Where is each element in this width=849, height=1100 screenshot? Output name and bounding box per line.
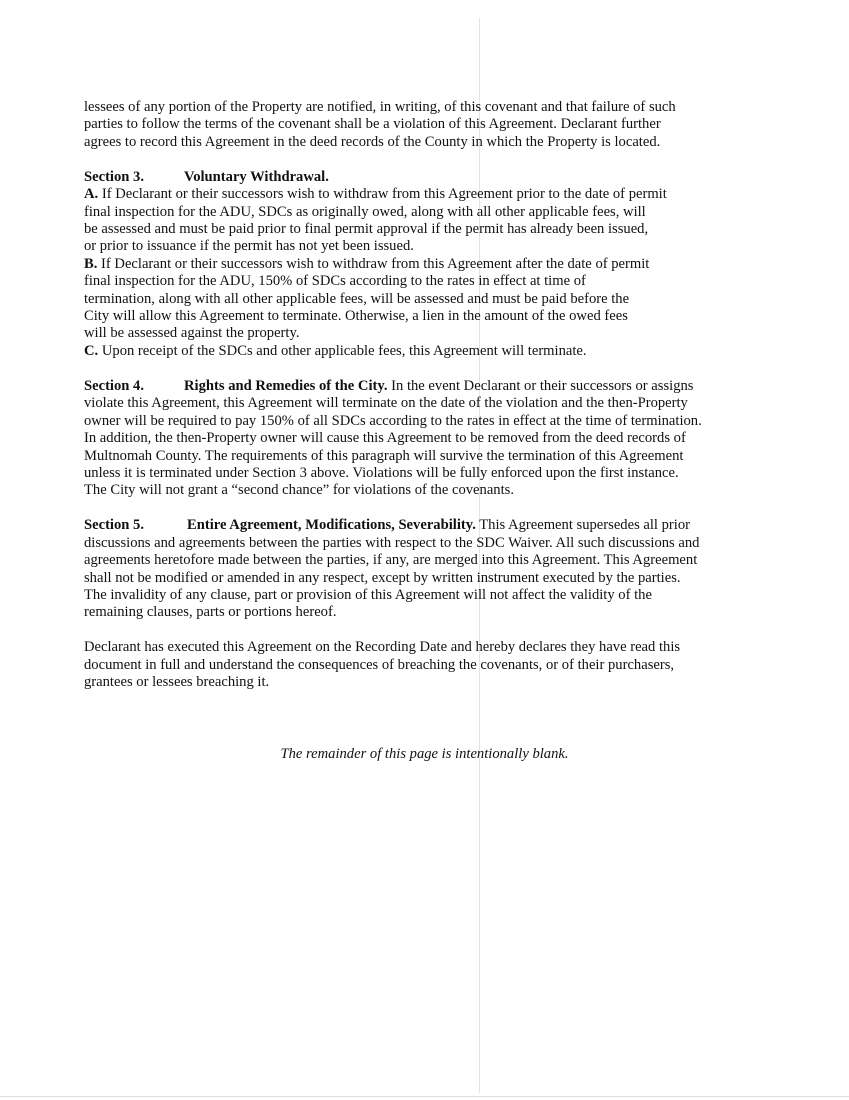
scan-bottom-edge	[0, 1096, 849, 1097]
item-letter-c: C.	[84, 342, 99, 359]
section-5-title: Entire Agreement, Modifications, Severability.	[187, 517, 476, 534]
section-4-line: unless it is terminated under Section 3 above. Violations will be fully enforced upon the first instance.	[84, 464, 679, 481]
section-5-line: shall not be modified or amended in any respect, except by written instrument executed by the parties.	[84, 569, 681, 586]
section-3-title: Voluntary Withdrawal.	[184, 168, 329, 185]
section-3-item-a-first-line	[84, 186, 736, 203]
section-5-first-line	[84, 517, 736, 534]
item-b-text: If Declarant or their successors wish to withdraw from this Agreement after the date of permit	[97, 255, 650, 272]
item-a-line: or prior to issuance if the permit has not yet been issued.	[84, 238, 414, 255]
declaration-line: Declarant has executed this Agreement on the Recording Date and hereby declares they have read this	[84, 639, 681, 656]
intro-line: lessees of any portion of the Property are notified, in writing, of this covenant and that failure of such	[84, 99, 676, 115]
section-4-intro-text: In the event Declarant or their successors or assigns	[387, 377, 694, 394]
section-5-number: Section 5.	[84, 517, 144, 534]
section-3	[84, 169, 736, 360]
item-letter-a: A.	[84, 186, 99, 203]
section-4-line: Multnomah County. The requirements of this paragraph will survive the termination of this Agreement	[84, 447, 684, 464]
section-4-line: The City will not grant a “second chance” for violations of the covenants.	[84, 482, 514, 499]
declaration-paragraph	[84, 639, 736, 691]
section-5	[84, 517, 736, 621]
intro-line: agrees to record this Agreement in the deed records of the County in which the Property is located.	[84, 133, 661, 150]
intro-line: parties to follow the terms of the covenant shall be a violation of this Agreement. Declarant further	[84, 116, 661, 133]
section-3-item-b-first-line	[84, 256, 736, 273]
section-5-intro-text: This Agreement supersedes all prior	[475, 517, 690, 534]
section-4-line: In addition, the then-Property owner will cause this Agreement to be removed from the deed records of	[84, 430, 686, 447]
declaration-line: document in full and understand the consequences of breaching the covenants, or of their purchasers,	[84, 656, 675, 673]
section-5-line: agreements heretofore made between the parties, if any, are merged into this Agreement. This Agreement	[84, 552, 698, 569]
section-3-heading	[84, 169, 736, 186]
remainder-blank-note: The remainder of this page is intentionally blank.	[280, 746, 569, 762]
section-3-number: Section 3.	[84, 168, 144, 185]
section-4-first-line	[84, 378, 736, 395]
item-b-line: City will allow this Agreement to terminate. Otherwise, a lien in the amount of the owed fees	[84, 308, 628, 325]
section-4	[84, 378, 736, 500]
item-b-line: final inspection for the ADU, 150% of SDCs according to the rates in effect at time of	[84, 273, 586, 290]
section-4-line: owner will be required to pay 150% of all SDCs according to the rates in effect at the time of termination.	[84, 412, 702, 429]
item-c-text: Upon receipt of the SDCs and other applicable fees, this Agreement will terminate.	[98, 342, 587, 359]
document-body	[84, 99, 736, 692]
section-5-line: discussions and agreements between the parties with respect to the SDC Waiver. All such discussions and	[84, 534, 700, 551]
section-4-number: Section 4.	[84, 377, 144, 394]
item-a-line: be assessed and must be paid prior to final permit approval if the permit has already been issued,	[84, 221, 649, 238]
item-a-line: final inspection for the ADU, SDCs as originally owed, along with all other applicable fees, will	[84, 203, 646, 220]
intro-paragraph	[84, 99, 736, 151]
section-5-line: The invalidity of any clause, part or provision of this Agreement will not affect the validity of the	[84, 586, 652, 603]
section-4-line: violate this Agreement, this Agreement will terminate on the date of the violation and the then-Property	[84, 395, 688, 412]
section-3-item-c-line	[84, 343, 736, 360]
section-5-line: remaining clauses, parts or portions hereof.	[84, 604, 337, 621]
section-4-title: Rights and Remedies of the City.	[184, 377, 388, 394]
item-letter-b: B.	[84, 255, 98, 272]
item-b-line: termination, along with all other applicable fees, will be assessed and must be paid before the	[84, 290, 630, 307]
item-a-text: If Declarant or their successors wish to withdraw from this Agreement prior to the date of permit	[98, 186, 667, 203]
item-b-line: will be assessed against the property.	[84, 325, 300, 342]
declaration-line: grantees or lessees breaching it.	[84, 674, 270, 691]
